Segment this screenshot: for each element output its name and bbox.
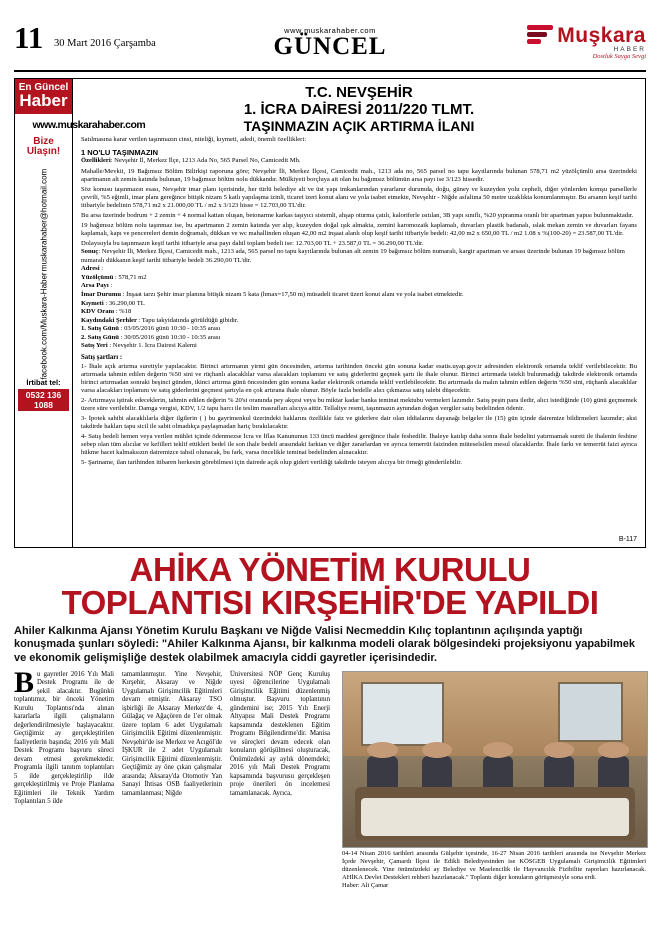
contact-prompt-line1: Bize (33, 135, 54, 147)
photo-person-head (544, 742, 574, 758)
ad-term-item: 1- İhale açık artırma suretiyle yapılacaktır. Birinci artırmanın yirmi gün öncesinden, artırma tarihinden önceki gün sonuna kadar esatis.uyap.gov.tr adresinden elektronik ortamda teklif verilebilecektir. Bu artırmada tahmin edilen değerin %50 sini ve rüçhanlı alacaklılar varsa alacakları toplamını ve satış giderlerini geçmek şartı ile ihale olunur. Birinci artırmada istekli bulunmadığı takdirde elektronik ortamda birinci artırmadan sonraki beşinci günden, ikinci artırma günü öncesinden gün sonuna kadar elektronik ortamda teklif verilebilecektir. Bu artırmada da malın tahmin edilen değerin %50 sini, rüçhanlı alacaklılar varsa alacakları toplamını ve satış giderlerini geçmesi şartıyla en çok artırana ihale olunur. Böyle fazla bedelle alıcı çıkmazsa satış talebi düşecektir. (81, 362, 637, 394)
photo-tablecloth (361, 798, 629, 837)
ad-field-row (81, 291, 637, 300)
page-number: 11 (14, 20, 44, 55)
ad-field-row (81, 342, 637, 351)
ad-terms-title: Satış şartları : (81, 353, 123, 361)
brand-logo (527, 24, 646, 60)
ad-badge-line1: En Güncel (18, 82, 69, 93)
ad-field-value: : (110, 282, 113, 290)
ad-paragraph-soz: Söz konusu taşınmazın esası, Nevşehir imar planı içerisinde, her türlü belediye alt ve üst yapı imkanlarından yararlanır durumda, doğu, güney ve kuzeyden yolu cepheli, diğer yönlerden komşu parsellerle çevrili, %5 eğimli, imar planı gereğince bitişik nizam 5 katlı yapılaşma izinli, ticaret izeri konut alanı ve yola isabet etmekte, Nevşehir - Niğde asfaltına 50 metre uzaklıkta konumlanmıştır. Bu arsanın keşif tarihi itibariyle bedelinin 578,71 m2 x 21.000,00 TL / m2 x 3/123 hisse = 12.703,00 TL'dir. (81, 185, 637, 209)
photo-window-right (558, 682, 623, 742)
article-lead: Ahiler Kalkınma Ajansı Yönetim Kurulu Başkanı ve Niğde Valisi Necmeddin Kılıç toplantının açılışında yaptığı konuşmada şunları söyledi: "Ahiler Kalkınma Ajansı, bir kalkınma modeli olarak bölgesindeki projeksiyonu yapabilmek ve ekonomik gelişmişliğe destek olabilmek amacıyla ciddi gayretler içerisindedir. (14, 624, 636, 664)
legal-notice-ad (14, 78, 646, 548)
ad-field-value: : 30/05/2016 günü 10:30 - 10:35 arası (120, 333, 221, 341)
ad-field-value: : %18 (115, 308, 132, 316)
ad-field-row (81, 265, 637, 274)
ad-paragraph-dolayi: Dolayısıyla bu taşınmazın keşif tarihi itibariyle arsa payı dahil toplam bedeli ise: 12.703,00 TL + 23.587,0 TL = 36.290,00 TL'dir. (81, 240, 424, 248)
ad-terms-list (81, 363, 637, 467)
ad-field-label: Adresi (81, 265, 102, 273)
column-4-text: 04-14 Nisan 2016 tarihleri arasında Gülşehir içesinde, 16-27 Nisan 2016 tarihleri arasında ise Nevşehir Merkez İçede Nevşehir, Çamardı İlçesi ile Edikli Belediyesinden ise KÖSGEB Uygulamalı Girişimcilik Eğitimleri düzenlenecek. Yine önümüzdeki ay Belediye ve Maelencilik ile Hayvancılık Fizibilite raporları hazırlanacak. AHİKA Devlet Destekleri rehberi hazırlanacak." Toplantı diğer konuların görüşmesiyle sona erdi. (342, 849, 646, 882)
meeting-photo (342, 671, 648, 848)
column-1-text: u gayretler 2016 Yılı Mali Destek Programı ile de şekil alacaktır. Bugünkü toplantımız, bir önceki Yönetim Kurulu Toplantısı'nda alınan kararlarla ilgili çalışmaların değerlendirilmesiyle başlayacaktır. Geçtiğimiz ay gerçekleştirilen faaliyetlerin başında; 2016 yılı Mali Destek Programı başvuru süreci devam etmesi gerekmektedir. Programla ilgili tanıtım toplantıları 5 ilde gerçekleştirilip ilde gerçekleştirilmiş ve Proje Planlama Eğitimleri ile Teknik Yardım Toplantıları 5 ilde (14, 670, 114, 806)
ad-badge-line2: Haber (19, 91, 68, 110)
masthead (14, 20, 646, 72)
ad-field-label: İmar Durumu (81, 290, 123, 298)
website-url: www.muskarahaber.com (284, 26, 376, 35)
article-column-1 (14, 665, 114, 891)
facebook-link-vertical (15, 272, 72, 380)
ad-title-line1: T.C. NEVŞEHİR (305, 84, 413, 101)
ad-field-label: Yüzölçümü (81, 273, 115, 281)
ad-field-value: : 578,71 m2 (114, 273, 147, 281)
ad-field-row (81, 274, 637, 283)
ad-field-label: Kaydındaki Şerhler (81, 316, 139, 324)
ad-field-label: Arsa Payı (81, 282, 111, 290)
article-photo-area (342, 671, 646, 891)
brand-subtitle: HABER (613, 46, 646, 53)
photo-person-head (483, 742, 513, 758)
column-2-text: tamamlanmıştır. Yine Nevşehir, Kırşehir, Aksaray ve Niğde Uygulamalı Girişimcilik Eğitimleri devam etmiştir. Aksaray TSO işbirliği ile Aksaray Merkez'de 4, Gülağaç ve Ağaçören de 1'er olmak üzere toplam 6 adet Uygulamalı Girişimcilik Eğitimi düzenlenmiştir. Nevşehir'de ise Merkez ve Acıgöl'de İŞKUR ile 2 adet Uygulamalı Girişimcilik Eğitimi düzenlenmiştir. Geçtiğimiz ay öne çıkan çalışmalar arasında; Aksaray'da Otomotiv Yan Sanayi İhtisas OSB faaliyetlerinin tamamlanması; Niğde (122, 670, 222, 797)
ad-field-label: KDV Oranı (81, 308, 116, 316)
ad-field-row (81, 308, 637, 317)
ad-field-row (81, 300, 637, 309)
ad-field-sonuc-label: Sonuç (81, 248, 99, 256)
ad-field-ozellikler-value: : Nevşehir İl, Merkez İlçe, 1213 Ada No, 565 Parsel No, Camicedit Mh. (110, 157, 301, 165)
ad-field-value: : 03/05/2016 günü 10:30 - 10:35 arası (120, 325, 221, 333)
ad-section-header: 1 NO'LU TAŞINMAZIN (81, 148, 159, 158)
facebook-text: facebook.com/Muskara-Haber (39, 272, 48, 380)
ad-field-ozellikler-label: Özellikleri (81, 157, 111, 165)
ad-content (73, 79, 645, 547)
ad-term-item: 5- Şartname, ilan tarihinden itibaren herkesin görebilmesi için dairede açık olup gideri verildiği takdirde isteyen alıcıya bir örneği gönderilebilir. (81, 459, 462, 467)
ad-field-row (81, 282, 637, 291)
ad-field-value: : 36.290,00 TL (105, 299, 145, 307)
ad-field-row (81, 334, 637, 343)
ad-field-sonuc-value: : Nevşehir İli, Merkez İlçesi, Camicedit mah., 1213 ada, 565 parsel no tapu kayıtlarında bulunan alt zemin 19 bağımsız bölüm numaralı, kargir apartman ve arsası üzerinde bulunan 19 bağımsız bölüm numaralı dükkanın keşif tarihi itibariyle bedeli 36.290,00 TL'dir. (81, 248, 625, 264)
ad-field-ozellikler (81, 157, 637, 166)
article-column-2 (122, 671, 222, 891)
ad-field-value: : (101, 265, 104, 273)
ad-title-line2: 1. İCRA DAİRESİ 2011/220 TLMT. (243, 100, 475, 118)
ad-term-item: 2- Artırmaya iştirak edeceklerin, tahmin edilen değerin % 20'si oranında pey akçesi veya bu miktar kadar banka teminat mektubu vermeleri lazımdır. Satış peşin para iledir, alıcı istediğinde (10) günü geçmemek üzere süre verilebilir. Damga vergisi, KDV, 1/2 tapu harcı ile teslim masrafları alıcıya aittir. Tellaliye resmi, taşınmazın aynından doğan vergiler satış bedelinden ödenir. (81, 397, 637, 413)
ad-field-list (81, 265, 637, 351)
ad-field-row (81, 317, 637, 326)
article-column-3 (230, 671, 330, 891)
ad-reference-code: B-117 (618, 536, 637, 543)
ad-title (81, 85, 637, 134)
article-headline (14, 551, 646, 622)
ad-field-value: : Tapu takyidatında görüldüğü gibidir. (138, 316, 239, 324)
headline-line1: AHİKA YÖNETİM KURULU (129, 551, 531, 588)
ad-intro: Satılmasına karar verilen taşınmazın cinsi, niteliği, kıymeti, adedi, önemli özellikleri: (81, 136, 307, 144)
photo-person-head (367, 742, 397, 758)
column-3-text: Üniversitesi NÖP Genç Kuruluş uyesi öğrencilerine Uygulamalı Girişimcilik Eğitimi düzenlenmiş olmuştur. Başvuru toplantının gündemini ise; 2015 Yılı Enerji Altyapısı Mali Destek Programı kapsamında desteklenen Eğitim Programı Bilgilendirme'dir. Manisa ve süreçleri devam edecek olan konuların görüşülmesi oluşturacak, Önümüzdeki ay aylık dönemdeki; 2016 yılı Mali Destek Programı kapsamında başvurusu gerçekleşen proje önerileri ön incelemesi tamamlanacak. Ayrıca, (230, 670, 330, 797)
ad-paragraph-mahalle: Mahalle/Mevkii, 19 Bağımsız Bölüm Bilirkişi raporuna göre; Nevşehir İli, Merkez İlçesi, Camicedit mah., 1213 ada no, 565 parsel no tapu kayıtlarında bulunan 578,71 m2 yüzölçümlü arsa üzerindeki apartmanın alt zemin katında bulunan, 19 bağımsız bölüm nolu dükkandır. Mülkiyeti borçluya ait olan bu bağımsız bölümün arsa payı ise 3/123 hissedir. (81, 167, 637, 183)
article-byline: Haber: Ali Çamar (342, 882, 389, 890)
email-address-vertical (15, 164, 72, 276)
vertical-website-url: www.muskarahaber.com (32, 119, 146, 132)
contact-phone-number: 0532 136 1088 (18, 389, 69, 411)
publication-date: 30 Mart 2016 Çarşamba (54, 38, 156, 49)
article-body (14, 665, 646, 891)
brand-stripes-icon (527, 25, 553, 47)
drop-cap: B (14, 665, 35, 699)
photo-person-head (598, 742, 628, 758)
article-column-4 (342, 850, 646, 891)
ad-paragraph-19: 19 bağımsız bölüm nolu taşınmaz ise, bu apartmanın 2 zemin katında yer alıp, kuzeyden doğal ışık almakta, zemini karomozaik kaplamalı, duvarları plastik badanalı, ıslak mekan zemin ve duvarları fayans kaplamalı, kapı ve pencereleri demin doğramalı, dükkan ve wc mahallinden oluşan 42,00 m2 inşaat alanlı olup keşif tarihi itibariyle bedeli: 42,00 m2 x 650,00 TL / m2 1.08 x %(100-20) = 23.587,00 TL'dir. (81, 222, 637, 238)
ad-field-sonuc (81, 248, 637, 265)
ad-field-row (81, 325, 637, 334)
email-text: muskarahaber@hotmail.com (39, 168, 48, 272)
contact-prompt-line2: Ulaşın! (26, 146, 61, 158)
contact-prompt (15, 137, 72, 158)
ad-term-item: 3- İpotek sahibi alacaklılarla diğer ilgilerin ( ) bu gayrimenkul üzerindeki haklarını özellikle faiz ve giderlere dair olan iddialarını dayanağı belgeler ile (15) gün içinde dairemize bildirmeleri lazımdır; aksi takdirde hakları tapu sicil ile sabit olmadıkça paylaşmadan hariç bırakılacaktır. (81, 415, 637, 431)
ad-badge (15, 79, 72, 114)
ad-term-item: 4- Satış bedeli hemen veya verilen mühlet içinde ödenmezse İcra ve İflas Kanununun 133 üncü maddesi gereğince ihale feshedilir. İhaleye katılıp daha sonra ihale bedelini yatırmamak sureti ile ihalenin feshine sebep olan tüm alıcılar ve kefilleri teklif ettikleri bedel ile son ihale bedeli arasındaki farktan ve diğer zararlardan ve ayrıca temerrüt faizinden müteselsilen mesul olacaklardır. İhale farkı ve temerrüt faizi ayrıca hükme hacet kalmaksızın dairemizce tahsil olunacak, bu fark, varsa öncelikle teminat bedelinden alınacaktır. (81, 433, 637, 457)
ad-paragraph-arsa: Bu arsa üzerinde bodrum + 2 zemin + 4 normal kattan oluşan, betonarme karkas taşıyıcı sistemli, ahşap oturma çatılı, kaloriferle ısıtılan, 3B yapı sınıflı, %20 yıpranma oranlı bir apartman yapısı bulunmaktadır. (81, 212, 634, 220)
section-title: GÜNCEL (273, 33, 387, 60)
photo-person-head (422, 742, 452, 758)
ad-field-label: 2. Satış Günü (81, 333, 121, 341)
newspaper-page (0, 20, 660, 952)
ad-field-label: 1. Satış Günü (81, 325, 121, 333)
ad-field-label: Kıymeti (81, 299, 106, 307)
ad-field-value: : Nevşehir 1. İcra Dairesi Kalemi (109, 342, 197, 350)
ad-field-value: : İnşaat tarzı Şehir imar planına bitişik nizam 5 kata (hmax=17,50 m) müsadeli ticaret üzeri konut alanı ve yola isabet etmektedir. (122, 290, 464, 298)
brand-slogan: Dostluk Sayga Sevgi (592, 53, 646, 60)
headline-line2: TOPLANTISI KIRŞEHİR'DE YAPILDI (61, 584, 599, 622)
ad-title-line3: TAŞINMAZIN AÇIK ARTIRMA İLANI (243, 117, 475, 134)
photo-window-left (361, 682, 444, 746)
contact-phone-label: İrtibat tel: (26, 377, 61, 387)
ad-field-label: Satış Yeri (81, 342, 110, 350)
brand-name: Muşkara (557, 24, 646, 47)
